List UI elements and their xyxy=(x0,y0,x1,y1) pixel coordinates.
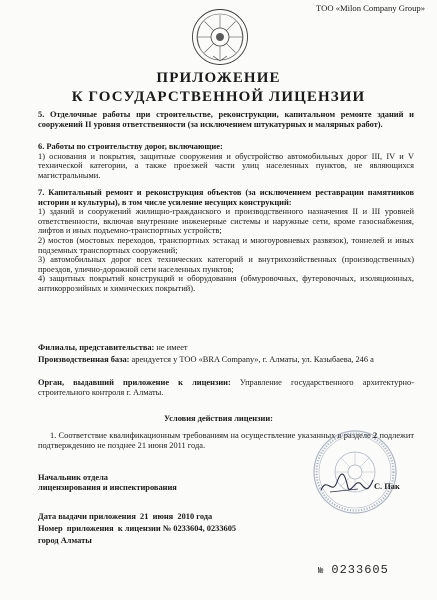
signatory-position xyxy=(38,473,177,492)
issue-date: Дата выдачи приложения 21 июня 2010 года xyxy=(38,512,213,521)
section-7 xyxy=(38,188,414,294)
branches-line xyxy=(38,343,414,353)
production-base-value: арендуется у ТОО «BRA Company», г. Алматы, ул. Казыбаева, 246 а xyxy=(129,355,374,364)
title-line-2: К ГОСУДАРСТВЕННОЙ ЛИЦЕНЗИИ xyxy=(71,89,366,105)
serial-sign: № xyxy=(318,566,324,576)
position-line-2: лицензирования и инспектирования xyxy=(38,482,177,492)
condition-text-start: 1. Соответствие квалификационным требованиям на осуществление указанных в разделе xyxy=(50,431,374,440)
section-7-item: 4) защитных покрытий конструкций и оборудования (обмуровочных, футеровочных, изоляционных, антикоррозийных и химических покрытий). xyxy=(38,274,414,293)
section-7-heading: 7. Капитальный ремонт и реконструкция объектов (за исключением реставрации памятников истории и культуры), в том числе усиление несущих конструкций: xyxy=(38,188,414,207)
condition-text-end: подлежит подтверждению не позднее 21 июня 2011 года. xyxy=(38,431,414,450)
issuing-authority-value: Управление государственного архитектурно-строительного контроля г. Алматы. xyxy=(38,378,414,397)
serial-number xyxy=(318,563,389,577)
issue-city: город Алматы xyxy=(38,536,92,545)
handwritten-signature xyxy=(318,470,376,498)
conditions-title: Условия действия лицензии: xyxy=(164,414,273,423)
title-line-1: ПРИЛОЖЕНИЕ xyxy=(156,70,281,86)
state-emblem-icon xyxy=(191,8,249,66)
issue-details xyxy=(38,511,236,547)
branches-value: не имеет xyxy=(154,343,188,352)
branches-label: Филиалы, представительства: xyxy=(38,343,155,352)
section-6-item: 1) основания и покрытия, защитные сооружения и обустройство автомобильных дорог III, IV и V технической категории, а также проезжей части улиц населенных пунктов, не являющихся магистральными. xyxy=(38,151,414,180)
issuing-authority-line xyxy=(38,378,414,397)
signatory-name: С. Пак xyxy=(374,482,400,491)
company-name: ТОО «Milon Company Group» xyxy=(316,3,425,13)
section-6 xyxy=(38,142,414,180)
production-base-line xyxy=(38,355,414,365)
section-7-item: 2) мостов (мостовых переходов, транспортных эстакад и многоуровневых развязок), тоннелей и иных подземных транспортных сооружений; xyxy=(38,235,414,255)
section-6-heading: 6. Работы по строительству дорог, включающие: xyxy=(38,142,223,151)
issuing-authority-label: Орган, выдавший приложение к лицензии: xyxy=(38,378,231,387)
position-line-1: Начальник отдела xyxy=(38,473,108,482)
appendix-number: Номер приложения к лицензии № 0233604, 0233605 xyxy=(38,524,237,533)
serial-digits: 0233605 xyxy=(331,563,389,577)
production-base-label: Производственная база: xyxy=(38,355,130,364)
section-7-item: 3) автомобильных дорог всех технических категорий и внутрихозяйственных (производственных) проездов, улично-дорожной сети населенных пунктов; xyxy=(38,255,414,274)
section-5: 5. Отделочные работы при строительстве, реконструкции, капитальном ремонте зданий и сооружений II уровня ответственности (за исключением штукатурных и малярных работ). xyxy=(38,110,414,129)
section-7-item: 1) зданий и сооружений жилищно-гражданского и производственного назначения II и III уровней ответственности, включая внутренние инженерные системы и наружные сети, кроме газоснабжения, лифтов и иных подъемно-транспортных устройств; xyxy=(38,207,414,236)
condition-section-ref: 2 xyxy=(373,431,378,440)
